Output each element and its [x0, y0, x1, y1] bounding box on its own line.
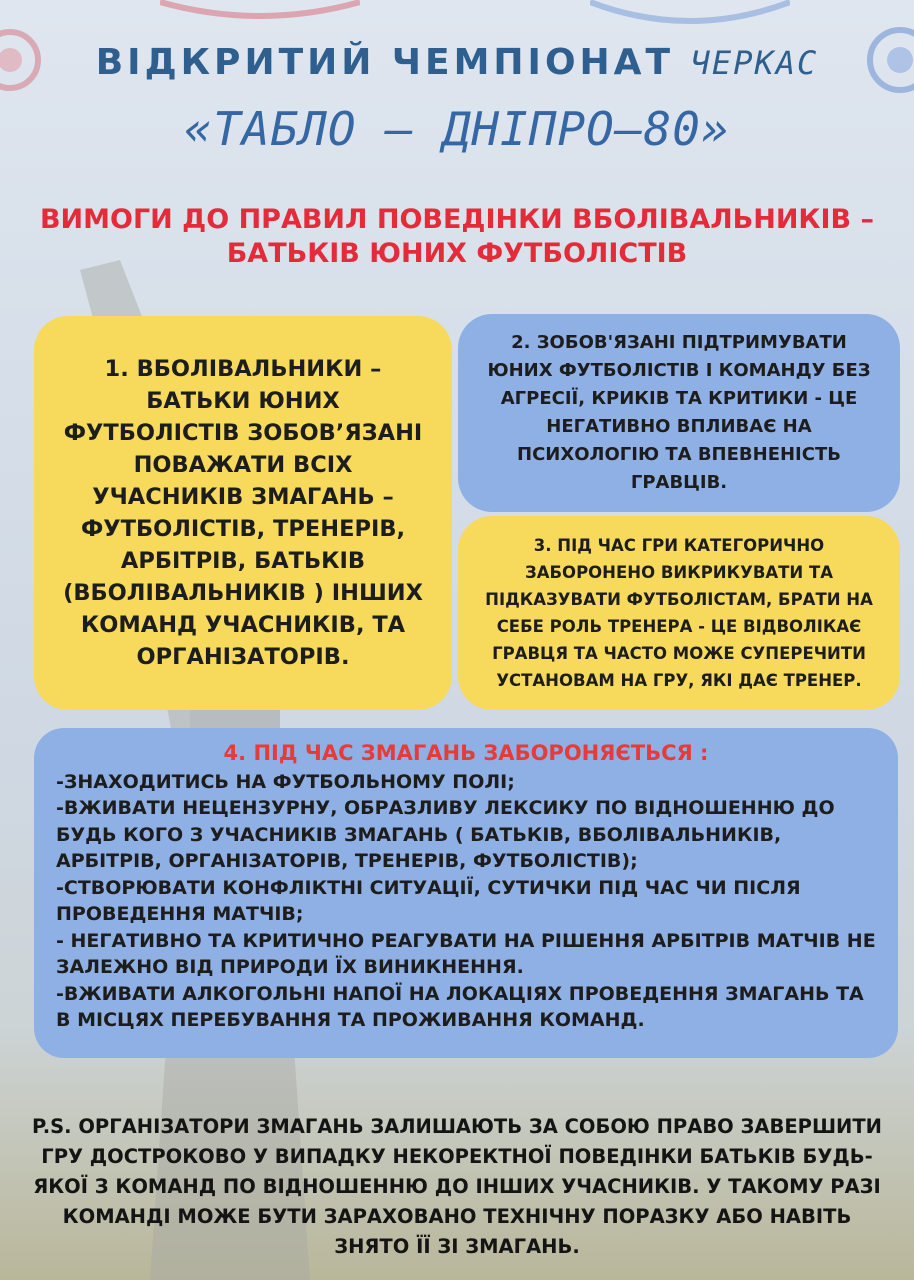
list-item: -ВЖИВАТИ АЛКОГОЛЬНІ НАПОЇ НА ЛОКАЦІЯХ ПРОВЕДЕННЯ ЗМАГАНЬ ТА В МІСЦЯХ ПЕРЕБУВАННЯ ТА ПРОЖИВАННЯ КОМАНД. [56, 982, 864, 1031]
list-item: -ВЖИВАТИ НЕЦЕНЗУРНУ, ОБРАЗЛИВУ ЛЕКСИКУ ПО ВІДНОШЕННЮ ДО БУДЬ КОГО З УЧАСНИКІВ ЗМАГАНЬ ( БАТЬКІВ, ВБОЛІВАЛЬНИКІВ, АРБІТРІВ, ОРГАНІЗАТОРІВ, ТРЕНЕРІВ, ФУТБОЛІСТІВ); [56, 797, 835, 872]
rule-3-text: 3. ПІД ЧАС ГРИ КАТЕГОРИЧНО ЗАБОРОНЕНО ВИКРИКУВАТИ ТА ПІДКАЗУВАТИ ФУТБОЛІСТАМ, БРАТИ НА СЕБЕ РОЛЬ ТРЕНЕРА - ЦЕ ВІДВОЛІКАЄ ГРАВЦЯ ТА ЧАСТО МОЖЕ СУПЕРЕЧИТИ УСТАНОВАМ НА ГРУ, ЯКІ ДАЄ ТРЕНЕР. [485, 536, 873, 690]
championship-title [0, 42, 914, 83]
postscript-note: P.S. ОРГАНІЗАТОРИ ЗМАГАНЬ ЗАЛИШАЮТЬ ЗА СОБОЮ ПРАВО ЗАВЕРШИТИ ГРУ ДОСТРОКОВО У ВИПАДКУ НЕКОРЕКТНОЇ ПОВЕДІНКИ БАТЬКІВ БУДЬ-ЯКОЇ З КОМАНД ПО ВІДНОШЕННЮ ДО ІНШИХ УЧАСНИКІВ. У ТАКОМУ РАЗІ КОМАНДІ МОЖЕ БУТИ ЗАРАХОВАНО ТЕХНІЧНУ ПОРАЗКУ АБО НАВІТЬ ЗНЯТО ЇЇ ЗІ ЗМАГАНЬ. [32, 1115, 882, 1258]
ornament-top-right-icon [590, 0, 790, 30]
heading-line-1: ВИМОГИ ДО ПРАВИЛ ПОВЕДІНКИ ВБОЛІВАЛЬНИКІВ – [39, 204, 875, 235]
rule-card-1 [34, 316, 452, 710]
list-item: - НЕГАТИВНО ТА КРИТИЧНО РЕАГУВАТИ НА РІШЕННЯ АРБІТРІВ МАТЧІВ НЕ ЗАЛЕЖНО ВІД ПРИРОДИ ЇХ ВИНИКНЕННЯ. [56, 929, 876, 978]
ornament-top-left-icon [160, 0, 360, 22]
heading-line-2: БАТЬКІВ ЮНИХ ФУТБОЛІСТІВ [226, 238, 688, 269]
rule-card-4 [34, 728, 898, 1058]
tournament-name: «ТАБЛО — ДНІПРО—80» [184, 102, 730, 156]
rule-1-text: 1. ВБОЛІВАЛЬНИКИ – БАТЬКИ ЮНИХ ФУТБОЛІСТІВ ЗОБОВ’ЯЗАНІ ПОВАЖАТИ ВСІХ УЧАСНИКІВ ЗМАГАНЬ – ФУТБОЛІСТІВ, ТРЕНЕРІВ, АРБІТРІВ, БАТЬКІВ (ВБОЛІВАЛЬНИКІВ ) ІНШИХ КОМАНД УЧАСНИКІВ, ТА ОРГАНІЗАТОРІВ. [63, 356, 423, 670]
title-city: ЧЕРКАС [690, 44, 819, 82]
list-item: -СТВОРЮВАТИ КОНФЛІКТНІ СИТУАЦІЇ, СУТИЧКИ ПІД ЧАС ЧИ ПІСЛЯ ПРОВЕДЕННЯ МАТЧІВ; [56, 876, 801, 925]
rule-card-3 [458, 516, 900, 710]
rule-card-2 [458, 314, 900, 512]
page-heading [20, 203, 894, 271]
rule-4-title: 4. ПІД ЧАС ЗМАГАНЬ ЗАБОРОНЯЄТЬСЯ : [223, 741, 709, 765]
list-item: -ЗНАХОДИТИСЬ НА ФУТБОЛЬНОМУ ПОЛІ; [56, 770, 515, 793]
rule-2-text: 2. ЗОБОВ'ЯЗАНІ ПІДТРИМУВАТИ ЮНИХ ФУТБОЛІСТІВ І КОМАНДУ БЕЗ АГРЕСІЇ, КРИКІВ ТА КРИТИКИ - ЦЕ НЕГАТИВНО ВПЛИВАЄ НА ПСИХОЛОГІЮ ТА ВПЕВНЕНІСТЬ ГРАВЦІВ. [487, 332, 871, 493]
title-main: ВІДКРИТИЙ ЧЕМПІОНАТ [95, 42, 675, 83]
prohibited-list [56, 769, 876, 1034]
